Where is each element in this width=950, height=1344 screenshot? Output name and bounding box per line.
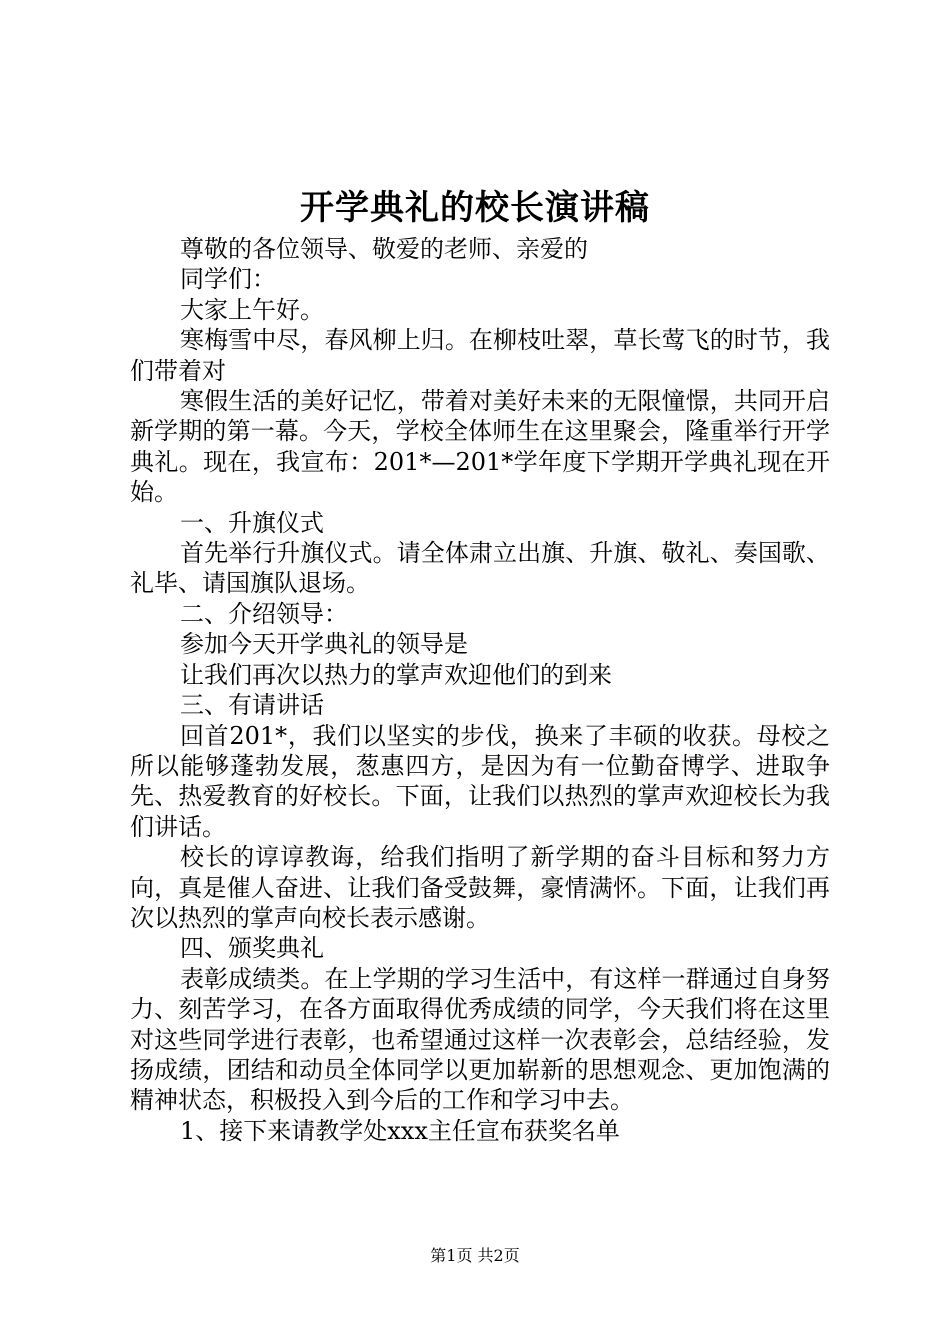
paragraph-awards: 表彰成绩类。在上学期的学习生活中，有这样一群通过自身努力、刻苦学习，在各方面取得优秀成绩的同学，今天我们将在这里对这些同学进行表彰，也希望通过这样一次表彰会，总结经验，发扬成绩，团结和动员全体同学以更加崭新的思想观念、更加饱满的精神状态，积极投入到今后的工作和学习中去。 xyxy=(130,964,830,1115)
paragraph-opening: 寒梅雪中尽，春风柳上归。在柳枝吐翠，草长莺飞的时节，我们带着对 xyxy=(130,326,830,385)
document-title: 开学典礼的校长演讲稿 xyxy=(300,188,650,228)
paragraph-leaders: 参加今天开学典礼的领导是 xyxy=(180,630,468,659)
section-heading-awards: 四、颁奖典礼 xyxy=(180,934,324,963)
paragraph-review: 回首201*，我们以坚实的步伐，换来了丰硕的收获。母校之所以能够蓬勃发展，葱惠四方，是因为有一位勤奋博学、进取争先、热爱教育的好校长。下面，让我们以热烈的掌声欢迎校长为我们讲话。 xyxy=(130,721,830,841)
document-body xyxy=(130,234,830,1146)
paragraph-greeting-cont: 同学们： xyxy=(180,265,276,294)
paragraph-flag: 首先举行升旗仪式。请全体肃立出旗、升旗、敬礼、奏国歌、礼毕、请国旗队退场。 xyxy=(130,539,830,598)
section-heading-speech: 三、有请讲话 xyxy=(180,691,324,720)
paragraph-hello: 大家上午好。 xyxy=(180,295,324,324)
paragraph-thanks: 校长的谆谆教诲，给我们指明了新学期的奋斗目标和努力方向，真是催人奋进、让我们备受鼓舞，豪情满怀。下面，让我们再次以热烈的掌声向校长表示感谢。 xyxy=(130,843,830,932)
paragraph-opening-cont: 寒假生活的美好记忆，带着对美好未来的无限憧憬，共同开启新学期的第一幕。今天，学校全体师生在这里聚会，隆重举行开学典礼。现在，我宣布：201*—201*学年度下学期开学典礼现在开始。 xyxy=(130,387,830,507)
section-heading-leaders: 二、介绍领导： xyxy=(180,599,348,628)
paragraph-welcome: 让我们再次以热力的掌声欢迎他们的到来 xyxy=(180,660,612,689)
section-heading-flag: 一、升旗仪式 xyxy=(180,508,324,537)
page-footer: 第1页 共2页 xyxy=(430,1246,520,1265)
paragraph-award-list: 1、接下来请教学处xxx主任宣布获奖名单 xyxy=(180,1116,620,1145)
paragraph-greeting: 尊敬的各位领导、敬爱的老师、亲爱的 xyxy=(180,235,588,263)
